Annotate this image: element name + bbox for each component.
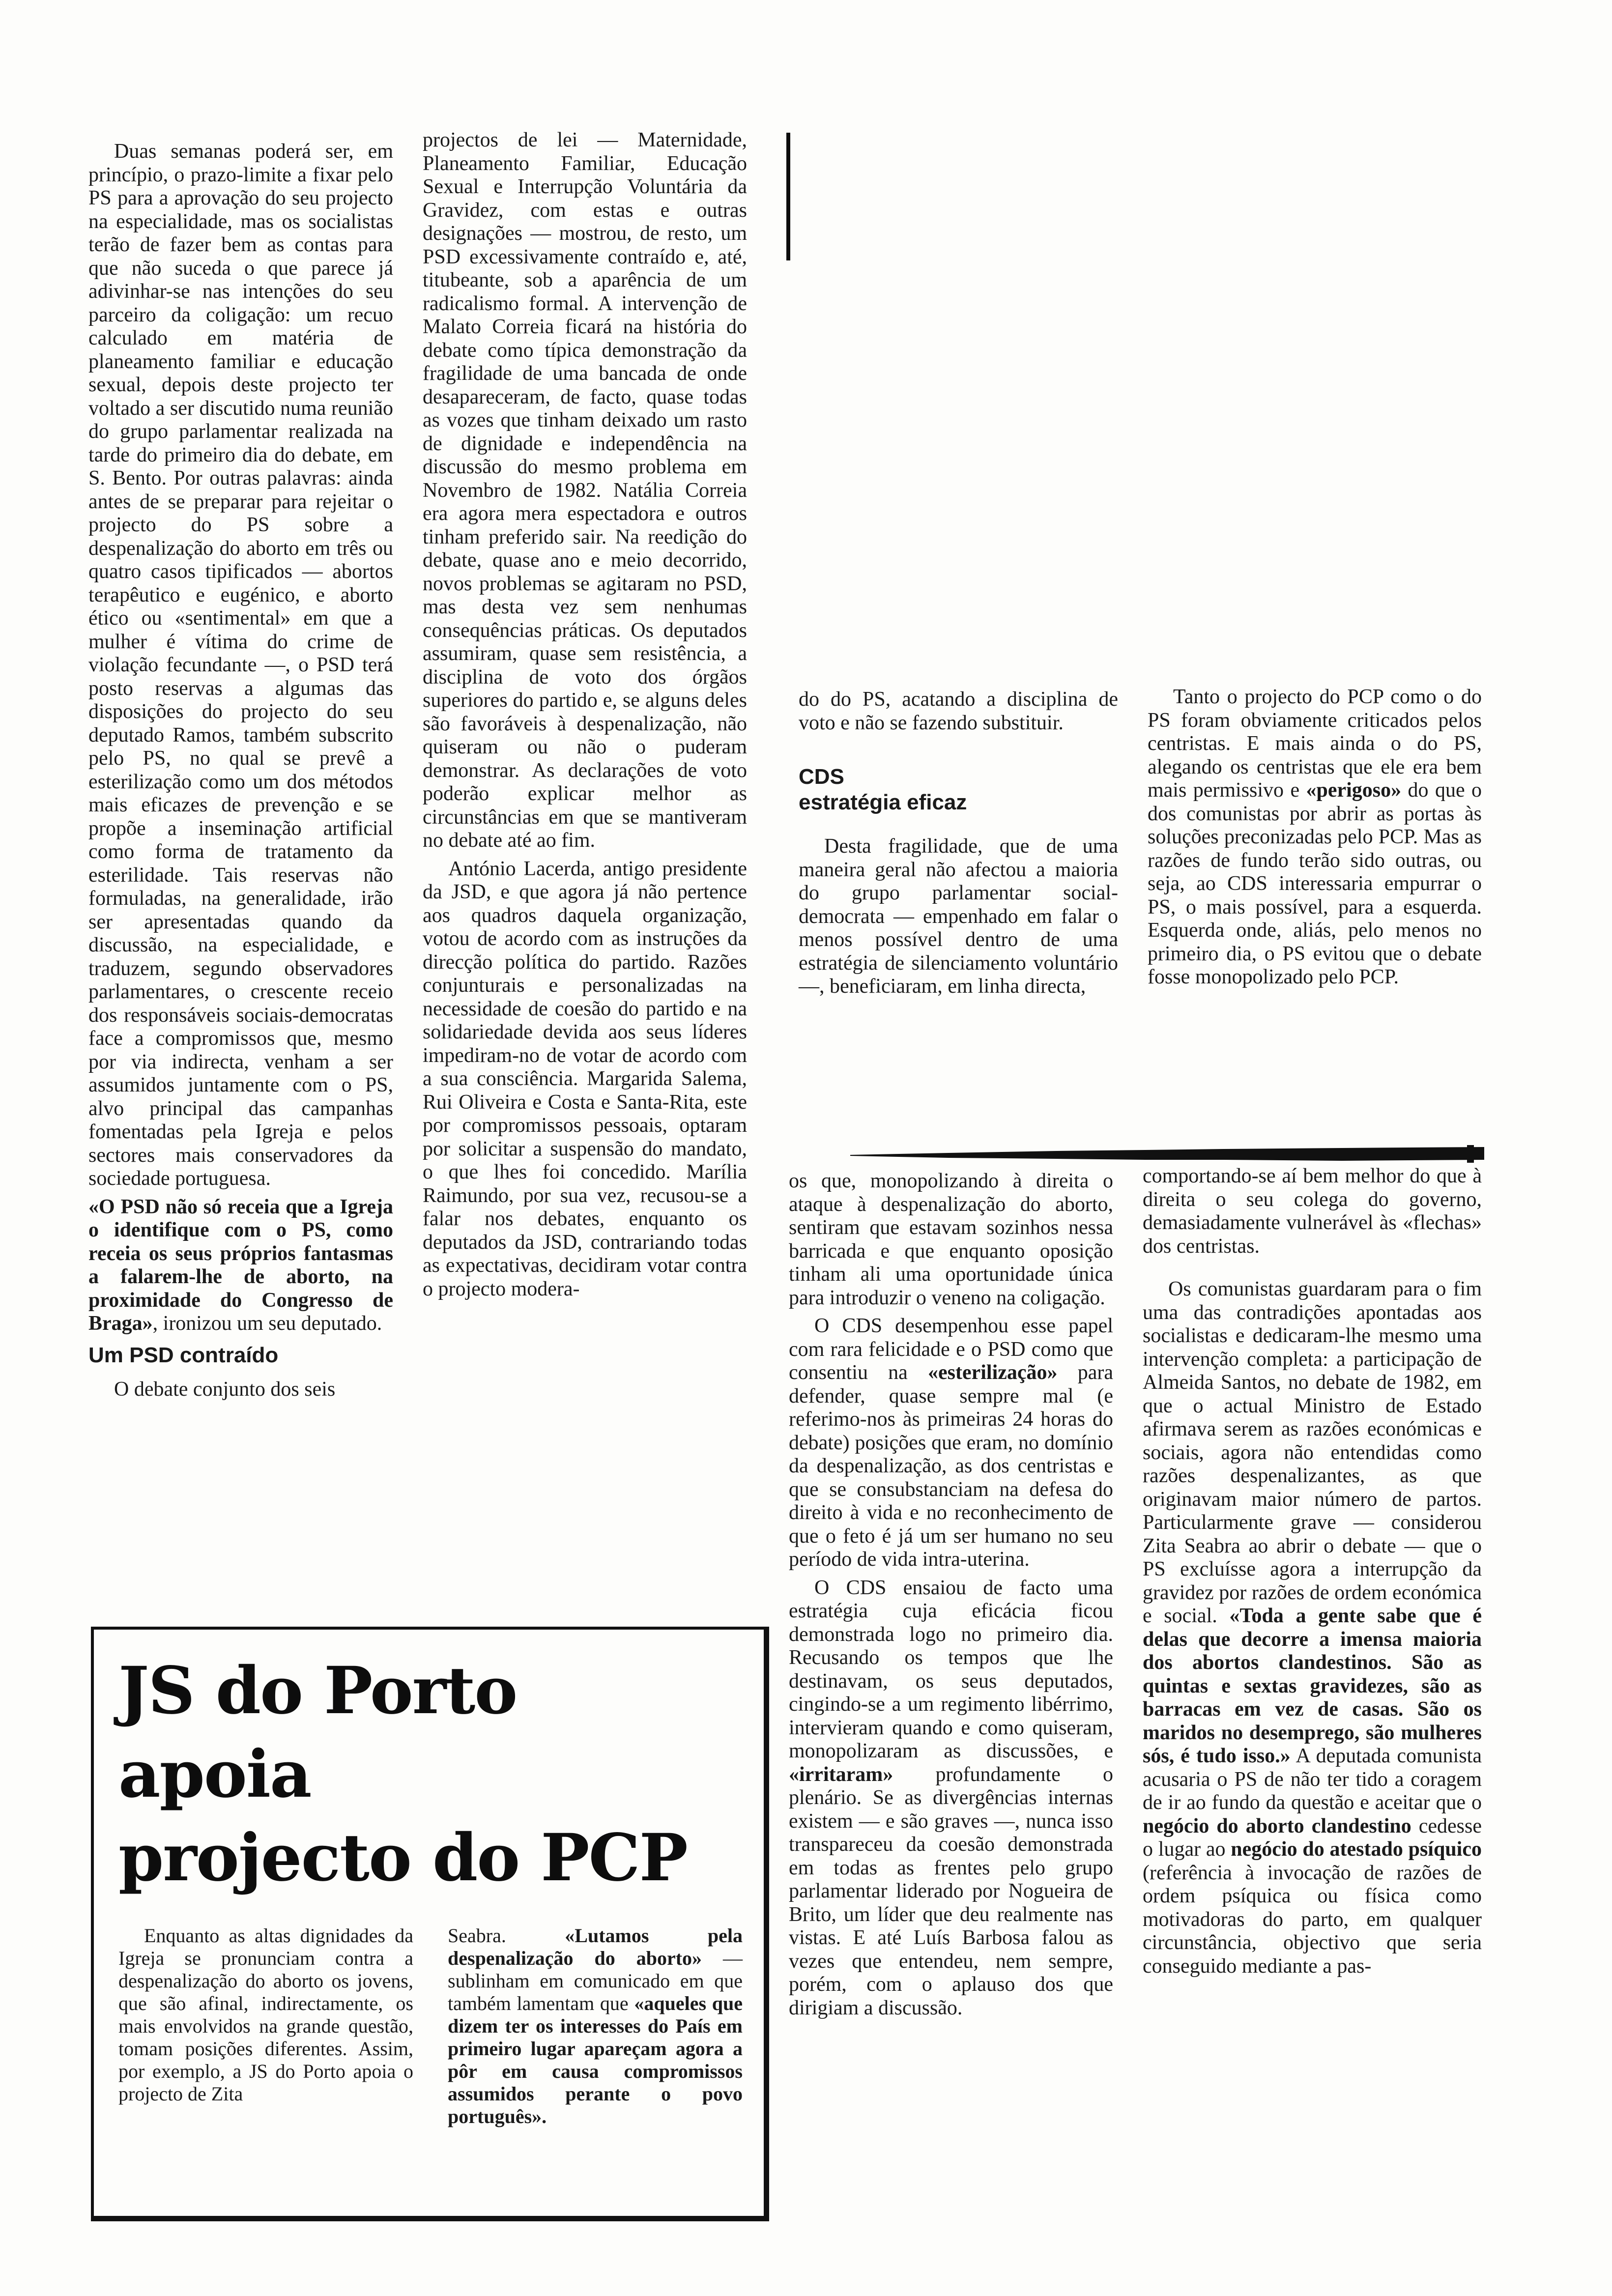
col3-bottom-p2-post: para defender, quase sempre mal (e referimo-nos às primeiras 24 horas do debate) posições que eram, no domínio da despenalização, as dos centristas e que se consubstanciam na defesa do direito à vida e no reconhecimento de que o feto é já um ser humano no seu período de vida intra-uterina.: [789, 1361, 1113, 1571]
column-3-top: [799, 688, 1118, 1004]
col3-bottom-p3-a: O CDS ensaiou de facto uma estratégia cuja eficácia ficou demonstrada logo no primeiro dia. Recusando os tempos que lhe destinavam, os seus deputados, cingindo-se a um regimento libérrimo, intervieram quando e como quiseram, monopolizaram as discussões, e: [789, 1576, 1113, 1762]
col4-bottom-p2-bold: «Toda a gente sabe que é delas que decorre a imensa maioria dos abortos clandestinos. São as quintas e sextas gravidezes, são as barracas em vez de casas. São os maridos no desemprego, são mulheres sós, é tudo isso.»: [1143, 1605, 1482, 1767]
divider-graphic: [850, 1145, 1484, 1165]
box-right-column: [448, 1924, 743, 2133]
column-4-top: [1148, 686, 1482, 994]
column-2: [423, 129, 747, 1306]
column-4-bottom: [1143, 1165, 1482, 1983]
col4-bottom-p2-bold2: negócio do aborto clandestino: [1143, 1814, 1411, 1837]
col2-paragraph-1: projectos de lei — Maternidade, Planeamento Familiar, Educação Sexual e Interrupção Voluntária da Gravidez, com estas e outras designações — mostrou, de resto, um PSD excessivamente contraído e, até, titubeante, sob a aparência de um radicalismo formal. A intervenção de Malato Correia ficará na história do debate como típica demonstração da fragilidade de uma bancada de onde desapareceram, de facto, quase todas as vozes que tinham deixado um rasto de dignidade e independência na discussão do mesmo problema em Novembro de 1982. Natália Correia era agora mera espectadora e outros tinham preferido sair. Na reedição do debate, quase ano e meio decorrido, novos problemas se agitaram no PSD, mas desta vez sem nenhumas consequências práticas. Os deputados assumiram, quase sem resistência, a disciplina de voto dos órgãos superiores do partido e, se alguns deles são favoráveis à despenalização, não quiseram ou não o puderam demonstrar. As declarações de voto poderão explicar melhor as circunstâncias em que se mantiveram no debate até ao fim.: [423, 129, 747, 852]
col3-top-paragraph-2: Desta fragilidade, que de uma maneira geral não afectou a maioria do grupo parlamentar social-democrata — empenhado em falar o menos possível dentro de uma estratégia de silenciamento voluntário —, beneficiaram, em linha directa,: [799, 835, 1118, 998]
col3-bottom-p2: [789, 1315, 1113, 1572]
col3-bottom-p3-bold: «irritaram»: [789, 1763, 893, 1786]
subheading-psd: Um PSD contraído: [88, 1343, 279, 1367]
col4-top-bold: «perigoso»: [1306, 779, 1402, 802]
subheading-cds-line1: CDS: [799, 765, 844, 789]
column-1: [88, 140, 393, 1406]
col4-bottom-p2-c: cedesse o lugar ao: [1143, 1814, 1482, 1861]
col4-bottom-p2-b: A deputada comunista acusaria o PS de não ter tido a coragem de ir ao fundo da questão e aceitar que o: [1143, 1745, 1482, 1814]
box-right-mid: — sublinham em comunicado em que também lamentam que: [448, 1947, 743, 2014]
col4-top-post: do que o dos comunistas por abrir as portas às soluções preconizadas pelo PCP. Mas as razões de fundo terão sido outras, ou seja, ao CDS interessaria empurrar o PS, o mais possível, para a esquerda. Esquerda onde, aliás, pelo menos no primeiro dia, o PS evitou que o debate fosse monopolizado pelo PCP.: [1148, 779, 1482, 988]
box-headline-line3: projecto do PCP: [118, 1820, 687, 1896]
col3-top-paragraph: do do PS, acatando a disciplina de voto e não se fazendo substituir.: [799, 688, 1118, 734]
col4-top-paragraph: [1148, 686, 1482, 989]
col4-bottom-p1-post: dos centristas.: [1143, 1234, 1260, 1258]
col3-bottom-p2-bold: «esterilização»: [927, 1361, 1058, 1384]
col2-paragraph-2: António Lacerda, antigo presidente da JSD, e que agora já não pertence aos quadros daquela organização, votou de acordo com as instruções da direcção política do partido. Razões conjunturais e personalizadas na necessidade de coesão do partido e na solidariedade devida aos seus líderes impediram-no de votar de acordo com a sua consciência. Margarida Salema, Rui Oliveira e Costa e Santa-Rita, este por compromissos pessoais, optaram por solicitar a suspensão do mandato, o que lhes foi concedido. Marília Raimundo, por sua vez, recusou-se a falar nos debates, enquanto os deputados da JSD, contrariando todas as expectativas, decidiram votar contra o projecto modera-: [423, 857, 747, 1300]
col3-bottom-p2-pre: O CDS desempenhou esse papel com rara felicidade e o PSD como que consentiu na: [789, 1315, 1113, 1384]
col4-bottom-p2: [1143, 1278, 1482, 1978]
subheading-cds: [799, 764, 1118, 815]
col4-bottom-p1-quote: «flechas»: [1403, 1211, 1482, 1234]
col1-quote-bold: «O PSD não só receia que a Igreja o identifique com o PS, como receia os seus próprios fantasmas a falarem-lhe de aborto, na proximidade do Congresso de Braga»: [88, 1195, 393, 1335]
box-left-column: [118, 1924, 413, 2110]
box-right-bold2: «aqueles que dizem ter os interesses do País em primeiro lugar apareçam agora a pôr em causa compromissos assumidos perante o povo português».: [448, 1992, 743, 2127]
box-headline-line1: JS do Porto: [118, 1653, 517, 1729]
box-right-bold1: «Lutamos pela despenalização do aborto»: [448, 1924, 743, 1969]
box-right-pre: Seabra.: [448, 1924, 565, 1947]
column-rule: [786, 133, 790, 260]
col4-bottom-p1: [1143, 1165, 1482, 1258]
box-headline: [118, 1649, 738, 1900]
box-headline-line2: apoia: [118, 1736, 311, 1812]
col3-bottom-p3-b: profundamente o plenário. Se as divergências internas existem — e são graves —, nunca isso transpareceu da coesão demonstrada em todas as frentes pelo grupo parlamentar liderado por Nogueira de Brito, um líder que deu realmente nas vistas. E até Luís Barbosa falou as vezes que entendeu, nem sempre, porém, com o aplauso dos que dirigiam a discussão.: [789, 1763, 1113, 2019]
sidebar-box: [91, 1627, 769, 2221]
subheading-cds-line2: estratégia eficaz: [799, 790, 967, 814]
col4-top-pre: Tanto o projecto do PCP como o do PS foram obviamente criticados pelos centristas. E mais ainda o do PS, alegando os centristas que ele era bem mais permissivo e: [1148, 686, 1482, 802]
box-left-text: Enquanto as altas dignidades da Igreja se pronunciam contra a despenalização do aborto os jovens, que são afinal, indirectamente, os mais envolvidos na grande questão, tomam posições diferentes. Assim, por exemplo, a JS do Porto apoia o projecto de Zita: [118, 1924, 413, 2105]
section-divider: [850, 1145, 1484, 1165]
col4-bottom-p2-d: (referência à invocação de razões de ordem psíquica ou física como motivadoras do parto, em qualquer circunstância, objectivo que seria conseguido mediante a pas-: [1143, 1861, 1482, 1978]
col4-bottom-p1-pre: comportando-se aí bem melhor do que à direita o seu colega do governo, demasiadamente vulnerável às: [1143, 1165, 1482, 1234]
column-3-bottom: [789, 1170, 1113, 2025]
col1-paragraph: Duas semanas poderá ser, em princípio, o prazo-limite a fixar pelo PS para a aprovação do seu projecto na especialidade, mas os socialistas terão de fazer bem as contas para que não suceda o que parece já adivinhar-se nas intenções do seu parceiro da coligação: um recuo calculado em matéria de planeamento familiar e educação sexual, depois deste projecto ter voltado a ser discutido numa reunião do grupo parlamentar realizada na tarde do primeiro dia do debate, em S. Bento. Por outras palavras: ainda antes de se preparar para rejeitar o projecto do PS sobre a despenalização do aborto em três ou quatro casos tipificados — abortos terapêutico e eugénico, e aborto ético ou «sentimental» em que a mulher é vítima do crime de violação fecundante —, o PSD terá posto reservas a algumas das disposições do projecto do seu deputado Ramos, também subscrito pelo PS, no qual se prevê a esterilização como um dos métodos mais eficazes de prevenção e se propõe a inseminação artificial como forma de tratamento da esterilidade. Tais reservas não formuladas, na generalidade, irão ser apresentadas quando da discussão, na especialidade, e traduzem, segundo observadores parlamentares, o crescente receio dos responsáveis sociais-democratas face a compromissos que, mesmo por via indirecta, venham a ser assumidos juntamente com o PS, alvo principal das campanhas fomentadas pela Igreja e pelos sectores mais conservadores da sociedade portuguesa.: [88, 140, 393, 1190]
col3-bottom-p1: os que, monopolizando à direita o ataque à despenalização do aborto, sentiram que estavam sozinhos nessa barricada e que enquanto oposição tinham ali uma oportunidade única para introduzir o veneno na coligação.: [789, 1170, 1113, 1309]
col1-quote-tail: , ironizou um seu deputado.: [152, 1312, 382, 1335]
col4-bottom-p2-bold3: negócio do atestado psíquico: [1231, 1838, 1482, 1861]
col3-bottom-p3: [789, 1577, 1113, 2020]
box-right-text: [448, 1924, 743, 2128]
col1-lead: O debate conjunto dos seis: [114, 1378, 336, 1401]
col1-quote: [88, 1196, 393, 1336]
col4-bottom-p2-a: Os comunistas guardaram para o fim uma das contradições apontadas aos socialistas e dedicaram-lhe mesmo uma intervenção completa: a participação de Almeida Santos, no debate de 1982, em que o actual Ministro de Estado afirmava serem as razões económicas e sociais, agora não entendidas como razões despenalizantes, as que originavam maior número de partos. Particularmente grave — considerou Zita Seabra ao abrir o debate — que o PS excluísse agora a interrupção da gravidez por razões de ordem económica e social.: [1143, 1278, 1482, 1627]
